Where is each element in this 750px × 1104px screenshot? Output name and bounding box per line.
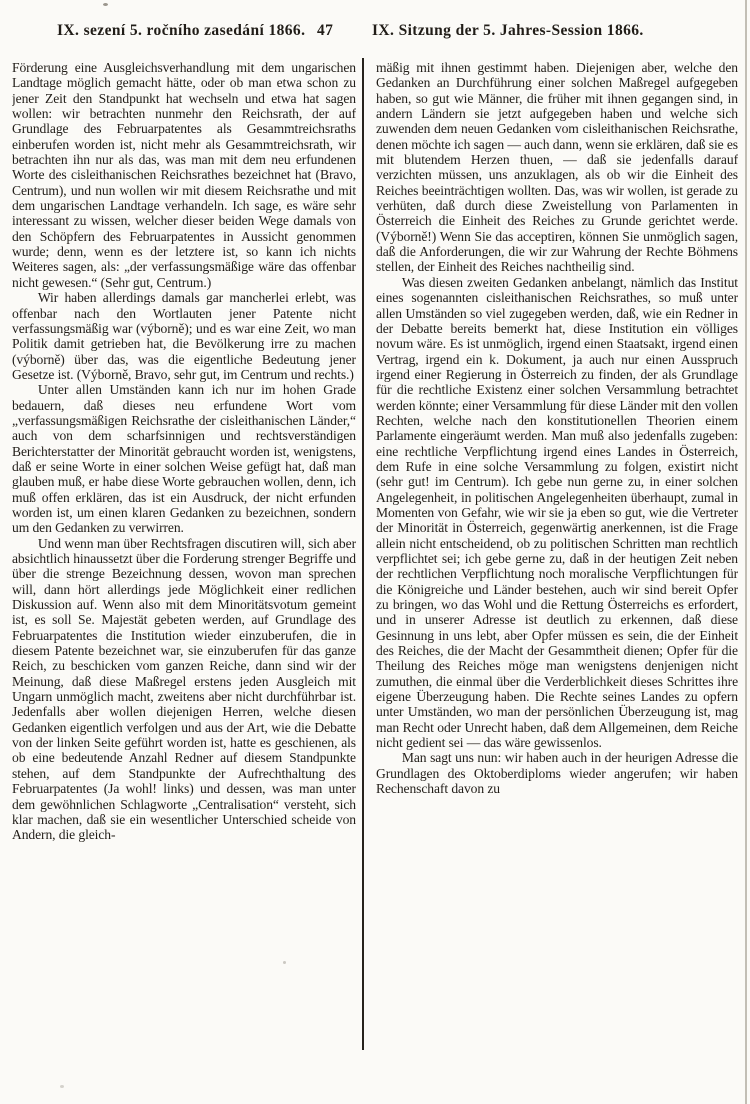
column-divider-rule: [362, 58, 364, 1050]
paragraph: Unter allen Umständen kann ich nur im hohen Grade bedauern, daß dieses neu erfundene Wort vom „verfassungsmäßigen Reichsrathe der cisleithanischen Länder,“ auch von dem scharfsinnigen und rechtsverständigen Berichterstatter der Minorität gebraucht worden ist, wenigstens, daß er seine Worte in einer solchen Weise gefügt hat, daß man glauben muß, er habe diese Worte gebrauchen wollen, denn, ich muß offen erklären, das ist ein Ausdruck, der nicht erfunden worden ist, um einen klaren Gedanken zu bezeichnen, sondern um den Gedanken zu verwirren.: [12, 382, 356, 536]
header-title-german: IX. Sitzung der 5. Jahres-Session 1866.: [372, 22, 644, 39]
page-edge-scan-line: [745, 0, 747, 1104]
text-column-right: [376, 60, 738, 1054]
page-number: 47: [317, 22, 334, 39]
paragraph: Wir haben allerdings damals gar mancherlei erlebt, was offenbar nach den Wortlauten jener Patente nicht verfassungsmäßig war (výborně); und es war eine Zeit, wo man Politik damit getrieben hat, die Bevölkerung irre zu machen (výborně) über das, was die eigentliche Bedeutung jener Gesetze ist. (Výborně, Bravo, sehr gut, im Centrum und rechts.): [12, 290, 356, 382]
paragraph: Förderung eine Ausgleichsverhandlung mit dem ungarischen Landtage möglich gemacht hätte, oder ob man etwa schon zu jener Zeit den Standpunkt hat wechseln und etwa hat sagen wollen: wir betrachten nunmehr den Reichsrath, der auf Grundlage des Februarpatentes als Gesammtreichsraths einberufen worden ist, nicht mehr als Gesammtreichsrath, wir betrachten ihn nur als das, was man mit dem neu erfundenen Worte des cisleithanischen Reichsrathes bezeichnet hat (Bravo, Centrum), und nun wollen wir mit diesem Reichsrathe und mit dem ungarischen Landtage verhandeln. Ich sage, es wäre sehr interessant zu wissen, welcher dieser beiden Wege damals von den Schöpfern des Februarpatentes in Aussicht genommen wurde; denn, wenn es der letztere ist, so kann ich nichts Weiteres sagen, als: „der verfassungsmäßige wäre das offenbar nicht gewesen.“ (Sehr gut, Centrum.): [12, 60, 356, 290]
text-column-left: [12, 60, 356, 1054]
scan-speck: [103, 3, 108, 6]
page-header: [0, 22, 750, 48]
paragraph: Was diesen zweiten Gedanken anbelangt, nämlich das Institut eines sogenannten cisleithanischen Reichsrathes, so muß unter allen Umständen so viel zugegeben werden, daß, wie ein Redner in der Debatte bereits bemerkt hat, diese Institution ein völliges novum wäre. Es ist unmöglich, irgend einen Staatsakt, irgend einen Vertrag, irgend ein k. Dokument, ja auch nur einen Ausspruch irgend einer Regierung in Österreich zu finden, der als Grundlage für die rechtliche Existenz einer solchen Versammlung betrachtet werden könnte; einer Versammlung für diese Länder mit den vollen Rechten, welche nach den konstitutionellen Theorien einem Parlamente eingeräumt werden. Man muß also jedenfalls zugeben: eine rechtliche Verpflichtung irgend eines Landes in Österreich, dem Rufe in eine solche Versammlung zu folgen, existirt nicht (sehr gut! im Centrum). Ich gebe nun gerne zu, in einer solchen Angelegenheit, in politischen Angelegenheiten überhaupt, zumal in Momenten von Gefahr, wie wir sie ja eben so gut, wie die Vertreter der Minorität in Österreich, gegenwärtig anerkennen, ist die Frage allein nicht entscheidend, ob zu politischen Schritten man rechtlich verpflichtet sei; ich gebe gerne zu, daß in der heutigen Zeit neben der rechtlichen Verpflichtung noch moralische Verpflichtungen für die Königreiche und Länder bestehen, auch wir sind bereit Opfer zu bringen, wo das Wohl und die Rettung Österreichs es erfordert, und in unserer Adresse ist deutlich zu erkennen, daß diese Gesinnung in uns lebt, aber Opfer müssen es sein, die der Einheit des Reiches, die der Macht der Gesammtheit dienen; Opfer für die Theilung des Reiches möge man wenigstens denjenigen nicht zumuthen, die einmal über die Verderblichkeit dieses Schrittes ihre eigene Überzeugung haben. Die Rechte seines Landes zu opfern unter Umständen, wo man der persönlichen Überzeugung ist, mag man Recht oder Unrecht haben, daß dem Allgemeinen, dem Reiche nicht gedient sei — das wäre gewissenlos.: [376, 274, 738, 751]
paragraph: Man sagt uns nun: wir haben auch in der heurigen Adresse die Grundlagen des Oktoberdiploms wieder angerufen; wir haben Rechenschaft davon zu: [376, 750, 738, 797]
scan-speck: [60, 1085, 64, 1088]
header-title-czech: IX. sezení 5. ročního zasedání 1866.: [57, 22, 306, 39]
paragraph: Und wenn man über Rechtsfragen discutiren will, sich aber absichtlich hinaussetzt über die Forderung strenger Begriffe und über die strenge Bezeichnung dessen, wovon man sprechen will, dann hört allerdings jede Möglichkeit einer redlichen Diskussion auf. Wenn also mit dem Minoritätsvotum gemeint ist, es soll Se. Majestät gebeten werden, auf Grundlage des Februarpatentes die Institution wieder einzuberufen, die in diesem Patente bezeichnet war, sie einzuberufen für das ganze Reich, zu beschicken vom ganzen Reiche, dann sind wir der Meinung, daß diese Maßregel erstens jeden Ausgleich mit Ungarn unmöglich macht, zweitens aber nicht durchführbar ist. Jedenfalls aber wollen diejenigen Herren, welche diesen Gedanken eigentlich verfolgen und aus der Art, wie die Debatte von der linken Seite geführt worden ist, hatte es geschienen, als ob eine bedeutende Anzahl Redner auf diesem Standpunkte stehen, auf dem Standpunkte der Aufrechthaltung des Februarpatentes (Ja wohl! links) und dessen, was man unter dem gewöhnlichen Schlagworte „Centralisation“ versteht, sich klar machen, daß sie ein wesentlicher Unterschied scheide von Andern, die gleich-: [12, 535, 356, 843]
paragraph: mäßig mit ihnen gestimmt haben. Diejenigen aber, welche den Gedanken an Durchführung einer solchen Maßregel aufgegeben haben, so gut wie Männer, die früher mit ihnen gegangen sind, in andern Ländern sie jetzt aufgegeben haben und welche sich zuwenden dem neuen Gedanken vom cisleithanischen Reichsrathe, denen möchte ich sagen — auch dann, wenn sie erklären, daß sie es mit blutendem Herzen thuen, — daß sie jedenfalls darauf verzichten müssen, uns anzuklagen, als ob wir die Einheit des Reiches beeinträchtigen wollten. Das, was wir wollen, ist gerade zu verhüten, daß durch diese Zweistellung von Parlamenten in Österreich die Einheit des Reiches zu Grunde gerichtet werde. (Výborně!) Wenn Sie das acceptiren, können Sie unmöglich sagen, daß die Anforderungen, die wir zur Wahrung der Rechte Böhmens stellen, der Einheit des Reiches nachtheilig sind.: [376, 60, 738, 275]
scan-speck: [283, 961, 286, 964]
